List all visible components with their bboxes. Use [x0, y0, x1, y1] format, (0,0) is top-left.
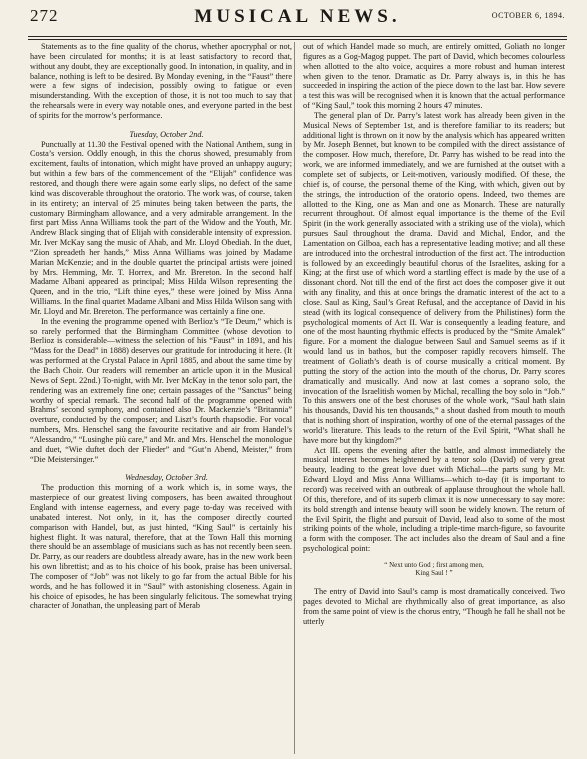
verse-quote [303, 561, 565, 578]
paragraph: out of which Handel made so much, are entirely omitted, Goliath no longer figures as a Gog-Magog puppet. The part of David, which becomes colourless when allotted to the alto voice, acquires a more robust and human interest when given to the tenor. Dramatic as Dr. Parry always is, in this he has succeeded in inspiring the action of the piece down to the last bar. How severe a test this was will be recognised when it is known that the actual performance of “King Saul,” took this morning 2 hours 47 minutes. [303, 42, 565, 111]
section-heading-tuesday: Tuesday, October 2nd. [129, 129, 204, 139]
verse-line: “ Next unto God ; first among men, [384, 560, 484, 569]
left-column [30, 42, 292, 611]
header-rule [28, 36, 567, 40]
paragraph: Statements as to the fine quality of the chorus, whether apocryphal or not, have been circulated for months; it is at least satisfactory to record that, without any doubt, they are exceptionally good. In intonation, in quality, and in balance, nothing is left to be desired. By Monday evening, in the “Faust” there were a few signs of indecision, possibly owing to fatigue or even misunderstanding. With the exception of those, it is not too much to say that the rehearsals were in every way notable ones, and everyone parted in the best of spirits for the morrow’s performance. [30, 42, 292, 120]
page-number: 272 [30, 6, 59, 25]
paragraph: The general plan of Dr. Parry’s latest work has already been given in the Musical News of September 1st, and is therefore familiar to its readers; but additional light is thrown on it now by the analysis which has appeared written by Mr. Joseph Bennet, but known to be compiled with the direct assistance of the composer. How much, therefore, Dr. Parry has wished to be read into the work, we are informed immediately, and we are furnished at the outset with a complete set of subjects, or Leit-motiven, variously modified. Of these, the chief is, of course, the personal theme of the King, with which, given out by the strings, the introduction of the oratorio opens. Indeed, two themes are allotted to the King, one as Man and one as Monarch. These are naturally recurrent throughout. Of almost equal importance is the theme of the Evil Spirit (in the work generally associated with a striking use of the viola), which pursues Saul throughout the drama. David and Michal, Endor, and the Lamentation on Gilboa, each has a representative leading motive; and all these are introduced into the orchestral introduction of the first act. The introduction is followed by an exceedingly beautiful chorus of the Israelites, asking for a King; at the first use of which word a startling effect is made by the use of a dissonant chord. Not till the end of the first act does the composer give it out with any finality, and this at once brings the dramatic interest of the act to a close. Saul as King, Saul’s Great Refusal, and the acceptance of David in his stead (with its logical consequence of delivery from the Philistines) form the psychological moments of Act II. War is consequently a leading feature, and one of the most haunting rhythmic effects is produced by the “Smite Amalek” figure. For a moment the dialogue between Saul and Samuel seems as if it would land us in bathos, but the composer rapidly recovers himself. The treatment of Goliath’s death is of course musically a critical moment. By putting the story of the action into the mouth of the chorus, Dr. Parry scores dramatically and musically. And now at last comes a soprano solo, the invocation of the Israelitish women by Michal, recalling the boy solo in “Job.” To this answers one of the best choruses of the whole work, “Saul hath slain his thousands, David his ten thousands,” a shout dashed from mouth to mouth that is nothing short of inspiration, worthy of one of the eternal passages of the world’s literature. This leads to the return of the Evil Spirit, “What shall he have more but thy kingdom?” [303, 110, 565, 445]
paragraph: The entry of David into Saul’s camp is most dramatically conceived. Two pages devoted to Michal are rhythmically also of great importance, as also from the same point of view is the chorus entry, “Though he fall he shall not be utterly [303, 587, 565, 626]
verse-line: King Saul ! ” [415, 569, 453, 578]
paragraph: The production this morning of a work which is, in some ways, the masterpiece of our greatest living composers, has been awaited throughout England with intense eagerness, and every page to-day was received with unabated interest. Not only, in it, has the composer directly courted comparison with Handel, but, as just hinted, “King Saul” is certainly his highest flight. It was natural, therefore, that at the Town Hall this morning there should be an assemblage of musicians such as has not recently been seen. Dr. Parry, as our readers are doubtless already aware, has in the new work been his own librettist; and as to his choice of his book, praise has been universal. The composer of “Job” was not likely to go far from the actual Bible for his words, and he has followed it in “Saul” with astonishing closeness. Again in his choice of episodes, he has been singularly felicitous. The somewhat trying character of Jonathan, the unpleasing part of Merab [30, 483, 292, 611]
page-header [30, 6, 565, 36]
issue-date: OCTOBER 6, 1894. [491, 11, 565, 20]
paragraph: Punctually at 11.30 the Festival opened with the National Anthem, sung in Costa’s version. Oddly enough, in this the chorus showed, presumably from excitement, faults of intonation, which might have proved an unhappy augury; but within a few bars of the commencement of the “Elijah” confidence was restored, and though there were again some early slips, no defect of the same kind was discoverable throughout the oratorio. The work was, of course, taken in its entirety; an interval of 25 minutes being taken between the parts, the customary Birmingham allowance, and a very admirable arrangement. In the first part Miss Anna Williams took the part of the Widow and the Youth, Mr. Andrew Black singing that of Elijah with considerable intensity of expression. Mr. Iver McKay sang the music of Ahab, and Mr. Lloyd Obediah. In the duet, “Zion spreadeth her hands,” Miss Anna Williams was joined by Madame Marian McKenzie; and in the double quartet the principal artists were joined by Mrs. Hemming, Mr. T. Horrex, and Mr. Brereton. In the second half Madame Albani appeared as principal; Miss Hilda Wilson representing the Queen, and in the trio, “Lift thine eyes,” these were joined by Miss Anna Williams. In the final quartet Madame Albani and Miss Hilda Wilson sang with Mr. Lloyd and Mr. Brereton. The performance was certainly a fine one. [30, 139, 292, 316]
right-column [303, 42, 565, 626]
section-heading-wednesday: Wednesday, October 3rd. [125, 473, 208, 483]
column-divider [294, 42, 295, 754]
paragraph: In the evening the programme opened with Berlioz’s “Te Deum,” which is so rarely performed that the Birmingham Committee (whose devotion to Berlioz is considerable—witness the selection of his “Faust” in 1891, and his “Mass for the Dead” in 1888) deserves our gratitude for introducing it here. (It was performed at the Crystal Palace in April 1885, and about the same time by the Bach Choir. Our readers will remember an article upon it in the Musical News of Sept. 22nd.) To-night, with Mr. Iver McKay in the tenor solo part, the rendering was an extremely fine one; certain passages of the “Sanctus” being worthy of special remark. The second half of the programme opened with Brahms’ second symphony, and contained also Dr. Mackenzie’s “Britannia” overture, conducted by the composer; and Liszt’s fourth rhapsodie. For vocal numbers, Mrs. Henschel sang the favourite recitative and air from Handel’s “Alessandro,” “Lusinghe più care,” and Mr. and Mrs. Henschel the monologue and duet, “Wie duftet doch der Flieder” and “Gut’n Abend, Meister,” from “Die Meistersinger.” [30, 316, 292, 464]
masthead-title: MUSICAL NEWS. [194, 6, 401, 27]
paragraph: Act III. opens the evening after the battle, and almost immediately the musical interest becomes heightened by a tenor solo (David) of very great beauty, leading to the great love duet with Michal—the parts sung by Mr. Edward Lloyd and Miss Anna Williams—which to-day (it is important to record) was received with an outbreak of applause throughout the whole hall. Of this, therefore, and of its superb climax it is now unnecessary to say more: its bold strength and intense beauty will soon be widely known. The return of the Evil Spirit, the flight and pursuit of David, lead also to some of the most striking points of the whole, including a triple-time march-figure, so favourite a form with the composer. The act includes also the dream of Saul and a fine psychological point: [303, 445, 565, 554]
